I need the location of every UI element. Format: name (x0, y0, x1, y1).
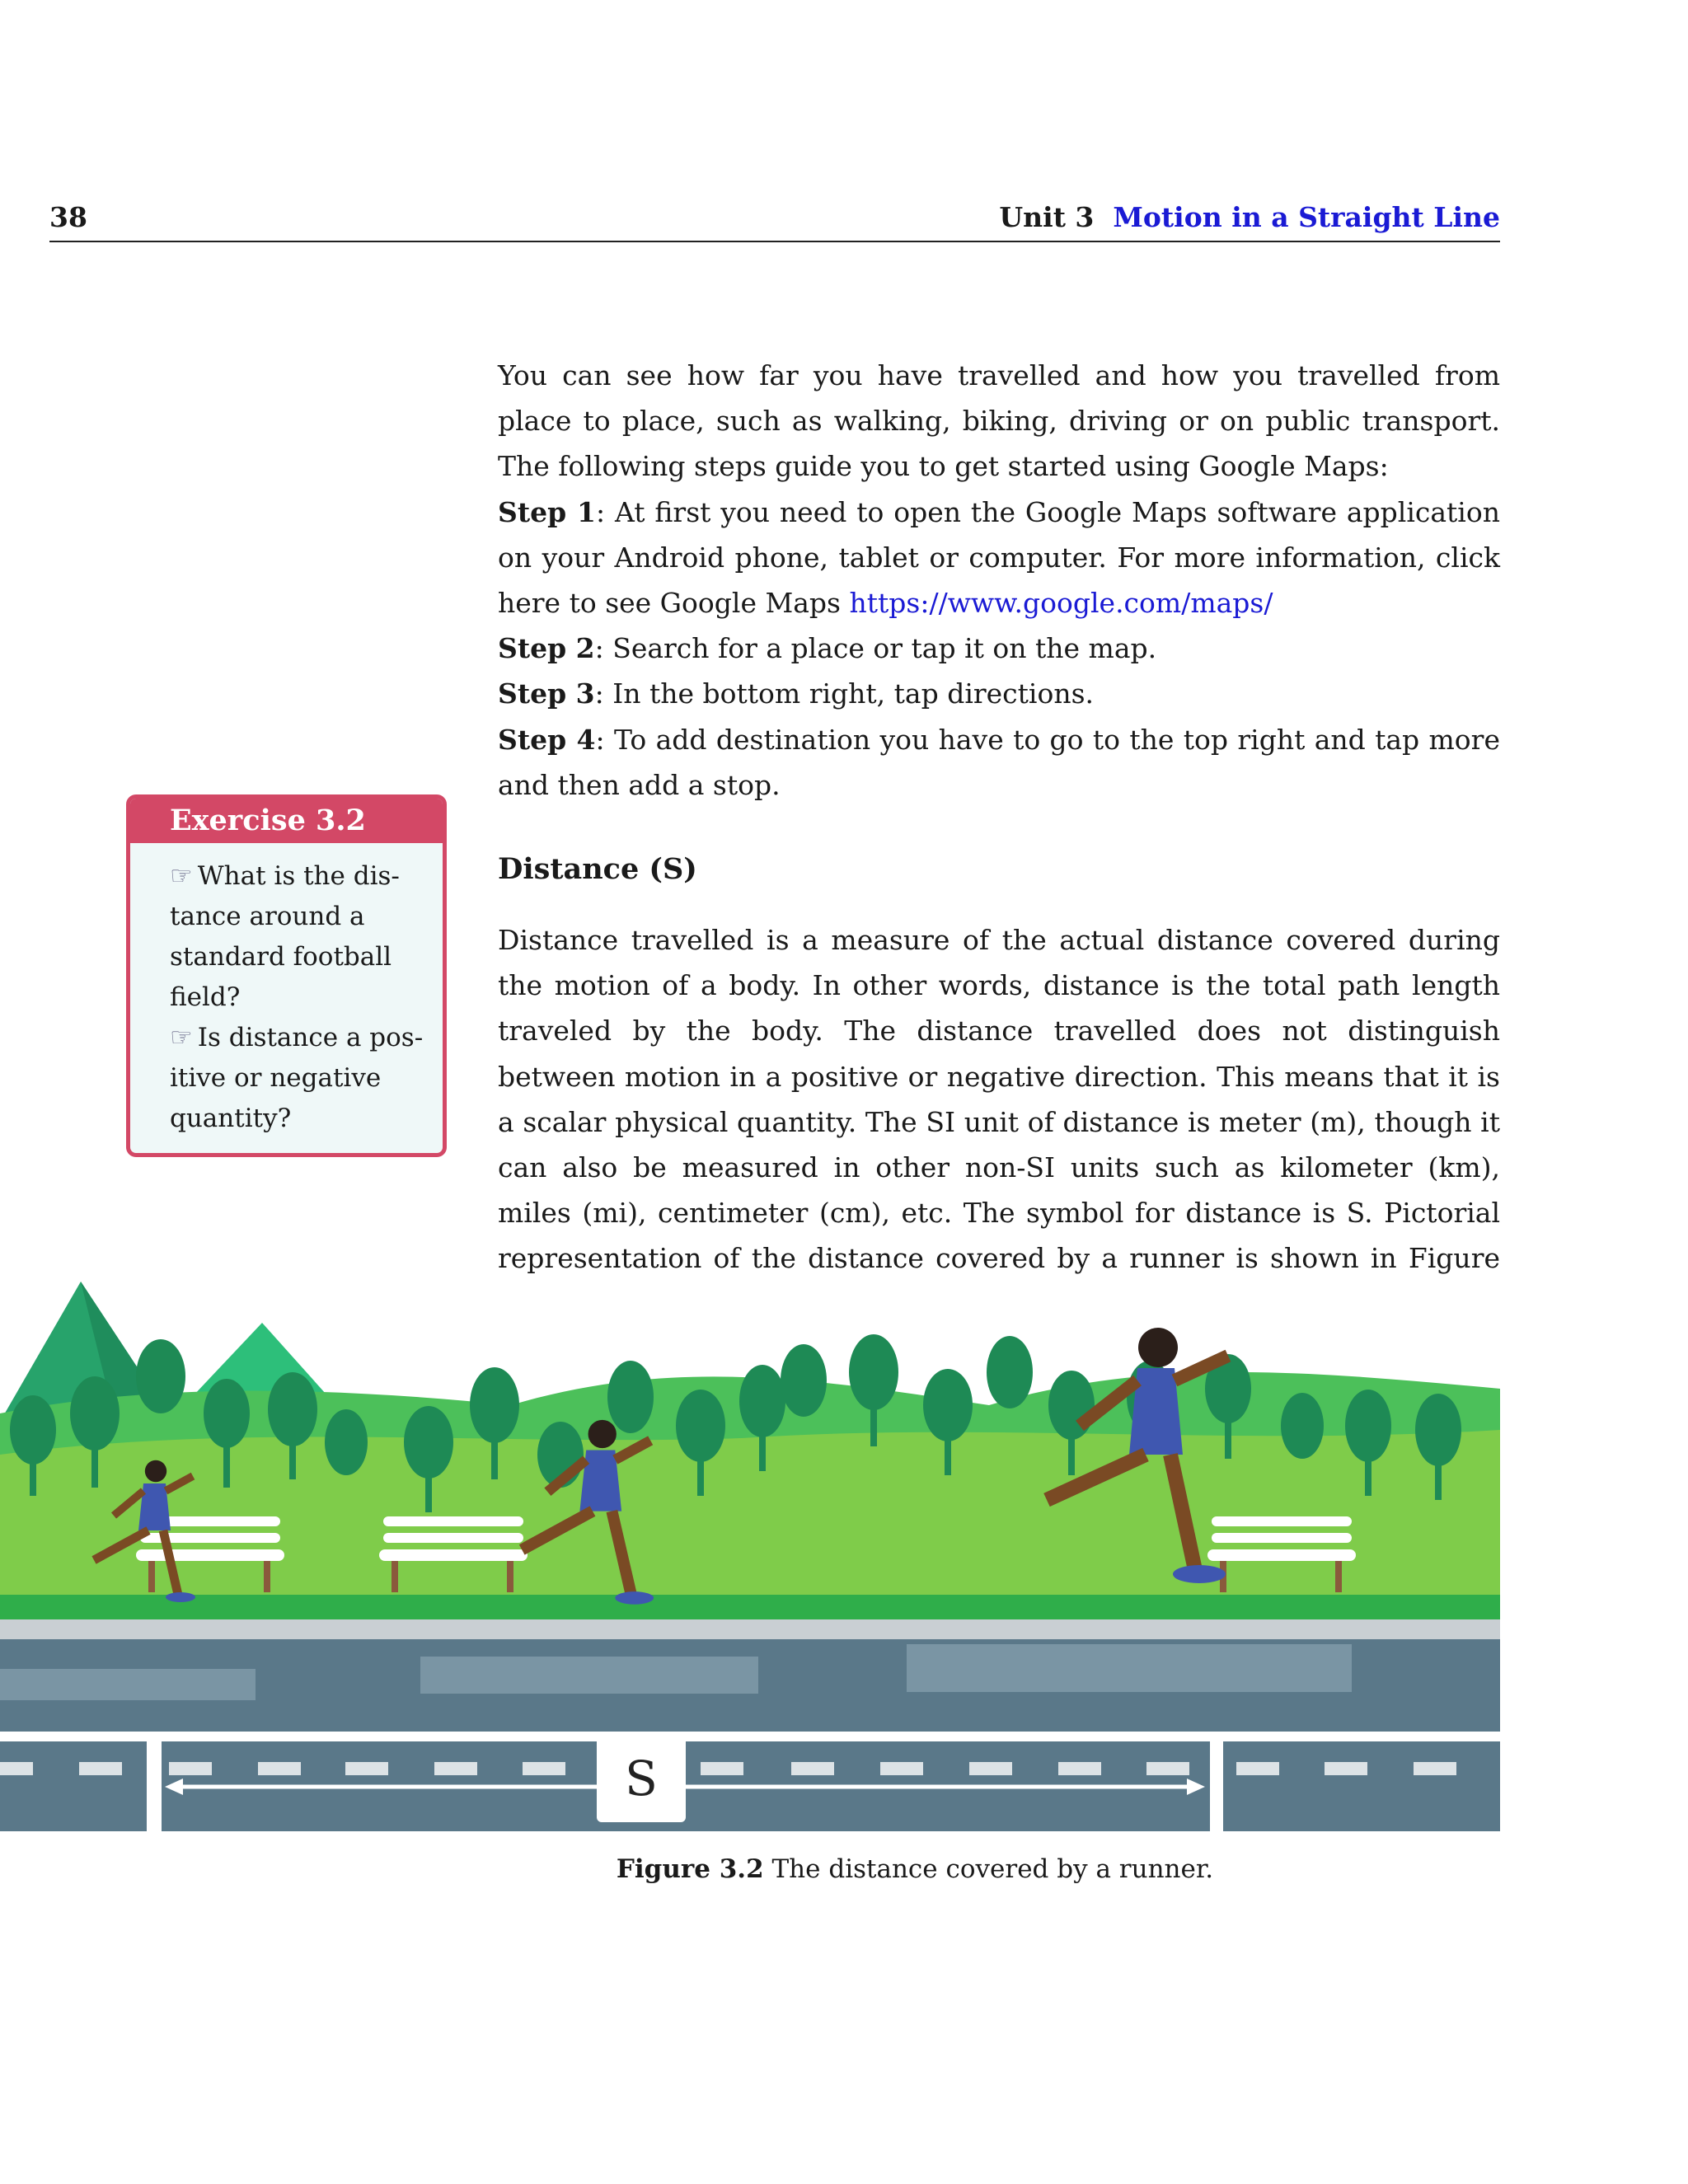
caption-text: The distance covered by a runner. (763, 1854, 1214, 1884)
running-head (999, 201, 1500, 233)
step-2-label: Step 2 (498, 632, 595, 665)
exercise-question-2 (170, 1018, 426, 1139)
distance-symbol: S (625, 1750, 658, 1807)
distance-paragraph (498, 917, 1500, 1327)
intro-paragraph: You can see how far you have travelled and how you travelled from place to place, such as walking, biking, driving or on public transport. The following steps guide you to get started using Google Maps: (498, 359, 1500, 483)
step-1 (498, 490, 1500, 626)
intro-section (498, 353, 1500, 808)
road-segment (1223, 1741, 1500, 1831)
google-maps-link[interactable]: https://www.google.com/maps/ (849, 587, 1273, 620)
pointing-hand-icon: ☞ (170, 1023, 193, 1052)
exercise-box (126, 794, 447, 1157)
step-1-text: : At first you need to open the Google Maps software application on your Android phone, tablet or computer. For more information, click here to see Google Maps (498, 495, 1500, 620)
step-4-text: : To add destination you have to go to the top right and tap more and then add a stop. (498, 723, 1500, 801)
step-3-label: Step 3 (498, 677, 595, 710)
unit-label: Unit 3 (999, 201, 1095, 233)
step-3 (498, 671, 1500, 716)
runner-illustration (0, 1282, 1500, 1831)
road-segment (0, 1741, 147, 1831)
distance-paragraph-text: Distance travelled is a measure of the actual distance covered during the motion of a body. In other words, distance is the total path length traveled by the body. The distance travelled does not distinguish between motion in a positive or negative direction. This means that it is a scalar physical quantity. The SI unit of distance is meter (m), though it can also be measured in other non-SI units such as kilometer (km), miles (mi), centimeter (cm), etc. The symbol for distance is S. Pictorial representation of the distance covered by a runner is shown in Figure (498, 924, 1500, 1275)
section-title: Distance (S) (498, 852, 697, 886)
page-number: 38 (49, 201, 87, 233)
exercise-question-2-text: Is distance a pos-itive or negative quantity? (170, 1023, 424, 1133)
step-4-label: Step 4 (498, 723, 596, 756)
step-1-label: Step 1 (498, 495, 596, 528)
step-2 (498, 626, 1500, 671)
figure-caption (0, 1854, 1500, 1884)
step-2-text: : Search for a place or tap it on the map. (594, 632, 1157, 665)
exercise-question-1-text: What is the dis-tance around a standard football field? (170, 861, 400, 1012)
page-header (49, 194, 1500, 242)
caption-label: Figure 3.2 (616, 1854, 764, 1884)
unit-title: Motion in a Straight Line (1113, 201, 1500, 233)
exercise-title: Exercise 3.2 (130, 799, 443, 843)
pointing-hand-icon: ☞ (170, 861, 193, 891)
exercise-question-1 (170, 856, 426, 1018)
step-4 (498, 717, 1500, 808)
exercise-body (130, 843, 443, 1139)
step-3-text: : In the bottom right, tap directions. (594, 677, 1095, 710)
